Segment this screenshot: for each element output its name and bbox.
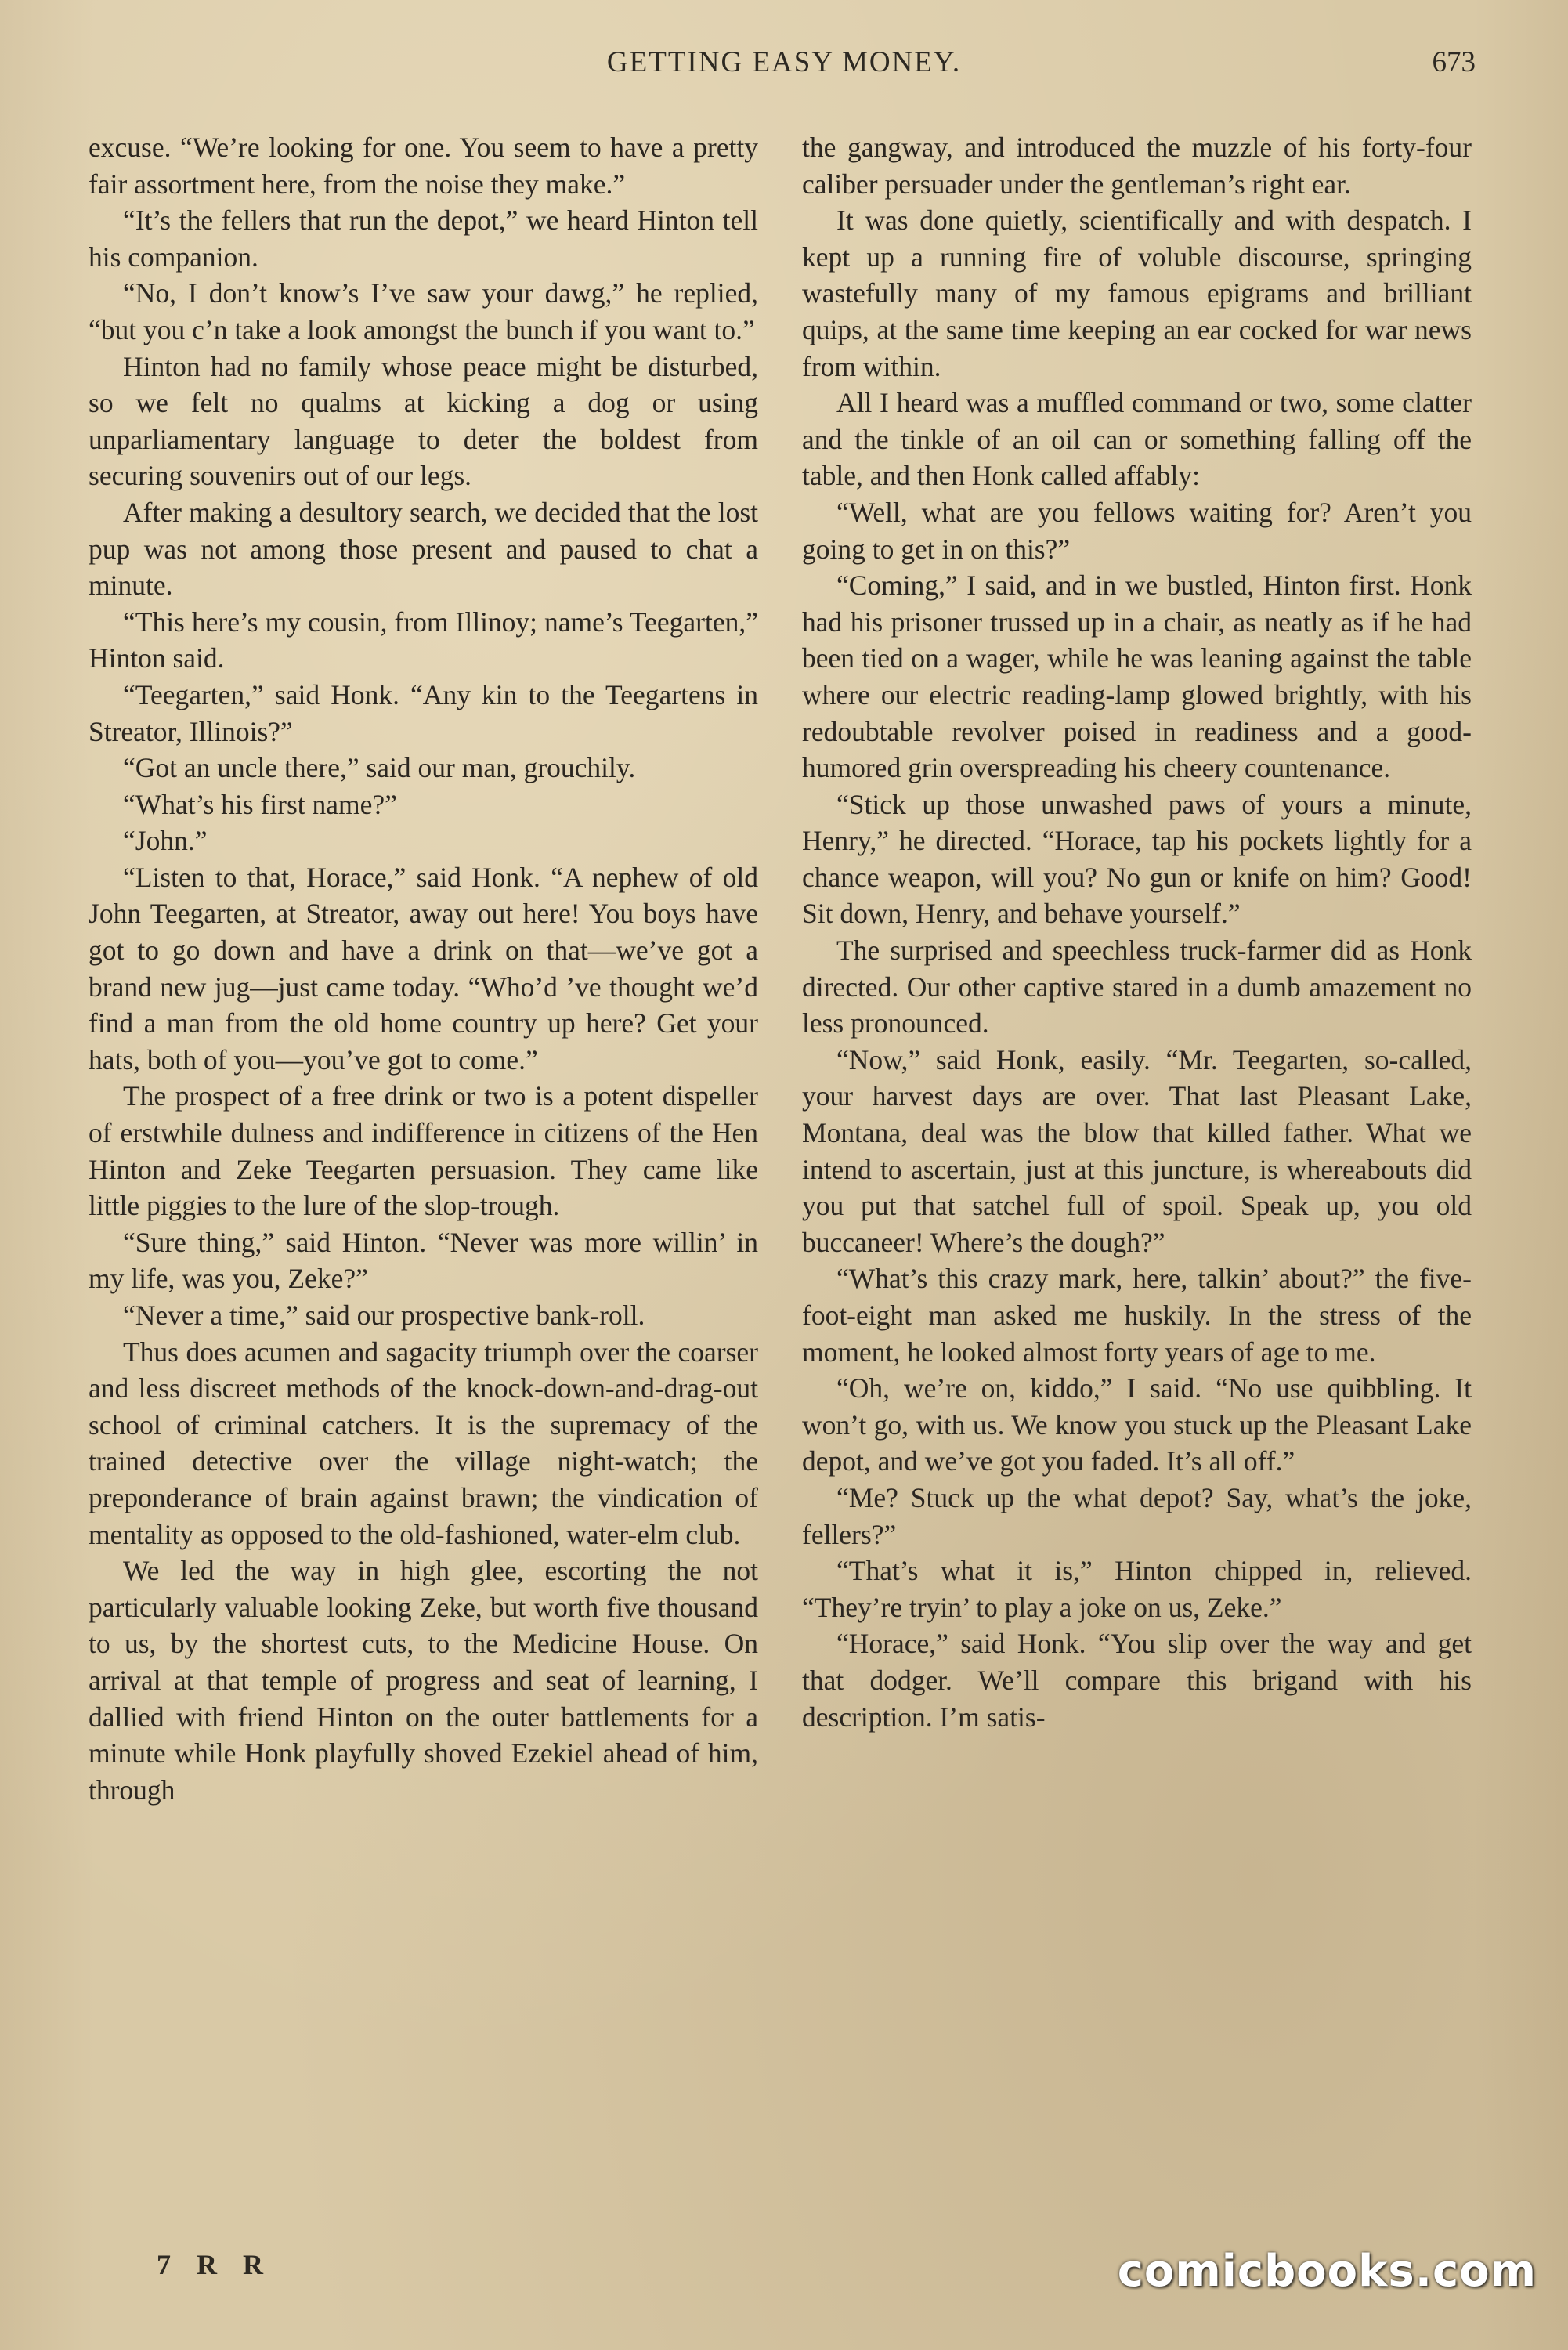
- running-title: GETTING EASY MONEY.: [606, 46, 962, 78]
- page-number: 673: [1432, 46, 1476, 78]
- watermark: comicbooks.com: [1117, 2246, 1537, 2297]
- paragraph: “Horace,” said Honk. “You slip over the way and get that dodger. We’ll compare this brigand with his description. I’m satis-: [802, 1628, 1472, 1733]
- paragraph: “Well, what are you fellows waiting for? Aren’t you going to get in on this?”: [802, 496, 1472, 565]
- paragraph: Thus does acumen and sagacity triumph over the coarser and less discreet methods of the knock-down-and-drag-out school of criminal catchers. It is the supremacy of the trained detective over the village night-watch; the preponderance of brain against brawn; the vindication of mentality as opposed to the old-fashioned, water-elm club.: [89, 1336, 758, 1550]
- paragraph: “That’s what it is,” Hinton chipped in, relieved. “They’re tryin’ to play a joke on us, Zeke.”: [802, 1555, 1472, 1623]
- paragraph: The prospect of a free drink or two is a potent dispeller of erstwhile dulness and indifference in citizens of the Hen Hinton and Zeke Teegarten persuasion. They came like little piggies to the lure of the slop-trough.: [89, 1080, 758, 1222]
- paragraph: “Now,” said Honk, easily. “Mr. Teegarten, so-called, your harvest days are over. That last Pleasant Lake, Montana, deal was the blow that killed father. What we intend to ascertain, just at this juncture, is whereabouts did you put that satchel full of spoil. Speak up, you old buccaneer! Where’s the dough?”: [802, 1043, 1472, 1258]
- paragraph: excuse. “We’re looking for one. You seem to have a pretty fair assortment here, from the noise they make.”: [89, 132, 758, 200]
- paragraph: “Never a time,” said our prospective bank-roll.: [123, 1300, 645, 1331]
- paragraph: The surprised and speechless truck-farmer did as Honk directed. Our other captive stared in a dumb amazement no less pronounced.: [802, 935, 1472, 1039]
- paragraph: We led the way in high glee, escorting the not particularly valuable looking Zeke, but worth five thousand to us, by the shortest cuts, to the Medicine House. On arrival at that temple of progress and seat of learning, I dallied with friend Hinton on the outer battlements for a minute while Honk playfully shoved Ezekiel ahead of him, through: [89, 1555, 758, 1806]
- paragraph: “This here’s my cousin, from Illinoy; name’s Teegarten,” Hinton said.: [89, 606, 758, 674]
- paragraph: “Listen to that, Horace,” said Honk. “A nephew of old John Teegarten, at Streator, away out here! You boys have got to go down and have a drink on that—we’ve got a brand new jug—just came today. “Who’d ’ve thought we’d find a man from the old home country up here? Get your hats, both of you—you’ve got to come.”: [89, 861, 758, 1076]
- paragraph: “No, I don’t know’s I’ve saw your dawg,” he replied, “but you c’n take a look amongst the bunch if you want to.”: [89, 277, 758, 345]
- paragraph: “Teegarten,” said Honk. “Any kin to the Teegartens in Streator, Illinois?”: [89, 678, 758, 747]
- paragraph: “John.”: [123, 825, 208, 857]
- paragraph: “Me? Stuck up the what depot? Say, what’s the joke, fellers?”: [802, 1481, 1472, 1550]
- paragraph: “What’s this crazy mark, here, talkin’ about?” the five-foot-eight man asked me huskily. In the stress of the moment, he looked almost forty years of age to me.: [802, 1263, 1472, 1368]
- paragraph: “Sure thing,” said Hinton. “Never was more willin’ in my life, was you, Zeke?”: [89, 1226, 758, 1295]
- paragraph: It was done quietly, scientifically and with despatch. I kept up a running fire of voluble discourse, springing wastefully many of my famous epigrams and brilliant quips, at the same time keeping an ear cocked for war news from within.: [802, 204, 1472, 382]
- paragraph: “What’s his first name?”: [123, 788, 397, 820]
- paragraph: the gangway, and introduced the muzzle of his forty-four caliber persuader under the gentleman’s right ear.: [802, 132, 1472, 200]
- left-column: [89, 129, 758, 1808]
- signature-mark: 7 R R: [157, 2249, 273, 2280]
- paragraph: “Got an uncle there,” said our man, grouchily.: [123, 752, 636, 784]
- paragraph: After making a desultory search, we decided that the lost pup was not among those present and paused to chat a minute.: [89, 496, 758, 602]
- paragraph: “Coming,” I said, and in we bustled, Hinton first. Honk had his prisoner trussed up in a chair, as neatly as if he had been tied on a wager, while he was leaning against the table where our electric reading-lamp glowed brightly, with his redoubtable revolver poised in readiness and a good-humored grin overspreading his cheery countenance.: [802, 569, 1472, 784]
- paragraph: “It’s the fellers that run the depot,” we heard Hinton tell his companion.: [89, 204, 758, 273]
- paragraph: “Stick up those unwashed paws of yours a minute, Henry,” he directed. “Horace, tap his pockets lightly for a chance weapon, will you? No gun or knife on him? Good! Sit down, Henry, and behave yourself.”: [802, 788, 1472, 930]
- right-column: [802, 129, 1472, 1735]
- paragraph: All I heard was a muffled command or two, some clatter and the tinkle of an oil can or something falling off the table, and then Honk called affably:: [802, 387, 1472, 492]
- paragraph: “Oh, we’re on, kiddo,” I said. “No use quibbling. It won’t go, with us. We know you stuck up the Pleasant Lake depot, and we’ve got you faded. It’s all off.”: [802, 1372, 1472, 1477]
- paragraph: Hinton had no family whose peace might be disturbed, so we felt no qualms at kicking a dog or using unparliamentary language to deter the boldest from securing souvenirs out of our legs.: [89, 350, 758, 492]
- page-header: [0, 45, 1568, 92]
